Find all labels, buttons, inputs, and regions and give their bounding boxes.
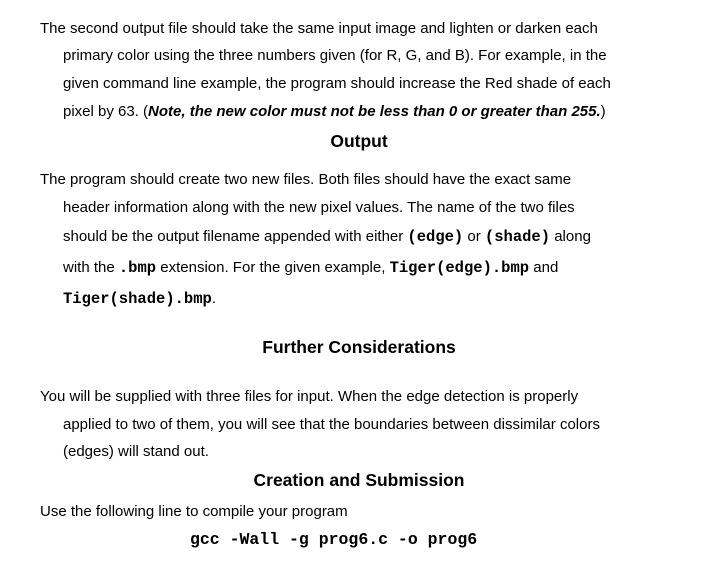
code-tiger-shade: Tiger(shade).bmp <box>63 290 212 308</box>
code-bmp: .bmp <box>118 259 157 277</box>
code-tiger-edge: Tiger(edge).bmp <box>389 259 530 277</box>
paragraph-line <box>63 290 216 308</box>
heading-creation-and-submission: Creation and Submission <box>253 470 465 490</box>
text-segment: or <box>463 228 485 245</box>
text-segment: . <box>211 290 216 307</box>
text-segment: extension. For the given example, <box>156 259 390 276</box>
paragraph-line <box>63 259 558 277</box>
paragraph-line: applied to two of them, you will see that the boundaries between dissimilar colors <box>63 416 600 433</box>
paragraph-line: given command line example, the program should increase the Red shade of each <box>63 75 611 92</box>
text-segment: ) <box>600 103 606 120</box>
text-segment: and <box>529 259 559 276</box>
paragraph-line: You will be supplied with three files for input. When the edge detection is properly <box>40 388 579 405</box>
paragraph-line <box>63 228 591 246</box>
paragraph-line: The program should create two new files. Both files should have the exact same <box>40 171 572 188</box>
paragraph-line: Use the following line to compile your program <box>40 503 348 520</box>
text-segment: with the <box>63 259 119 276</box>
text-segment: pixel by 63. ( <box>63 103 149 120</box>
heading-output: Output <box>330 131 388 151</box>
code-shade: (shade) <box>484 228 551 246</box>
paragraph-line <box>63 103 606 120</box>
paragraph-line: (edges) will stand out. <box>63 443 209 460</box>
text-segment: along <box>550 228 591 245</box>
code-edge: (edge) <box>407 228 464 246</box>
paragraph-line: primary color using the three numbers given (for R, G, and B). For example, in the <box>63 47 607 64</box>
paragraph-line: The second output file should take the same input image and lighten or darken each <box>40 20 598 37</box>
color-range-note: Note, the new color must not be less than 0 or greater than 255. <box>148 103 601 120</box>
text-segment: should be the output filename appended with either <box>63 228 408 245</box>
paragraph-line: header information along with the new pixel values. The name of the two files <box>63 199 575 216</box>
heading-further-considerations: Further Considerations <box>262 337 456 357</box>
compile-command: gcc -Wall -g prog6.c -o prog6 <box>190 530 478 549</box>
